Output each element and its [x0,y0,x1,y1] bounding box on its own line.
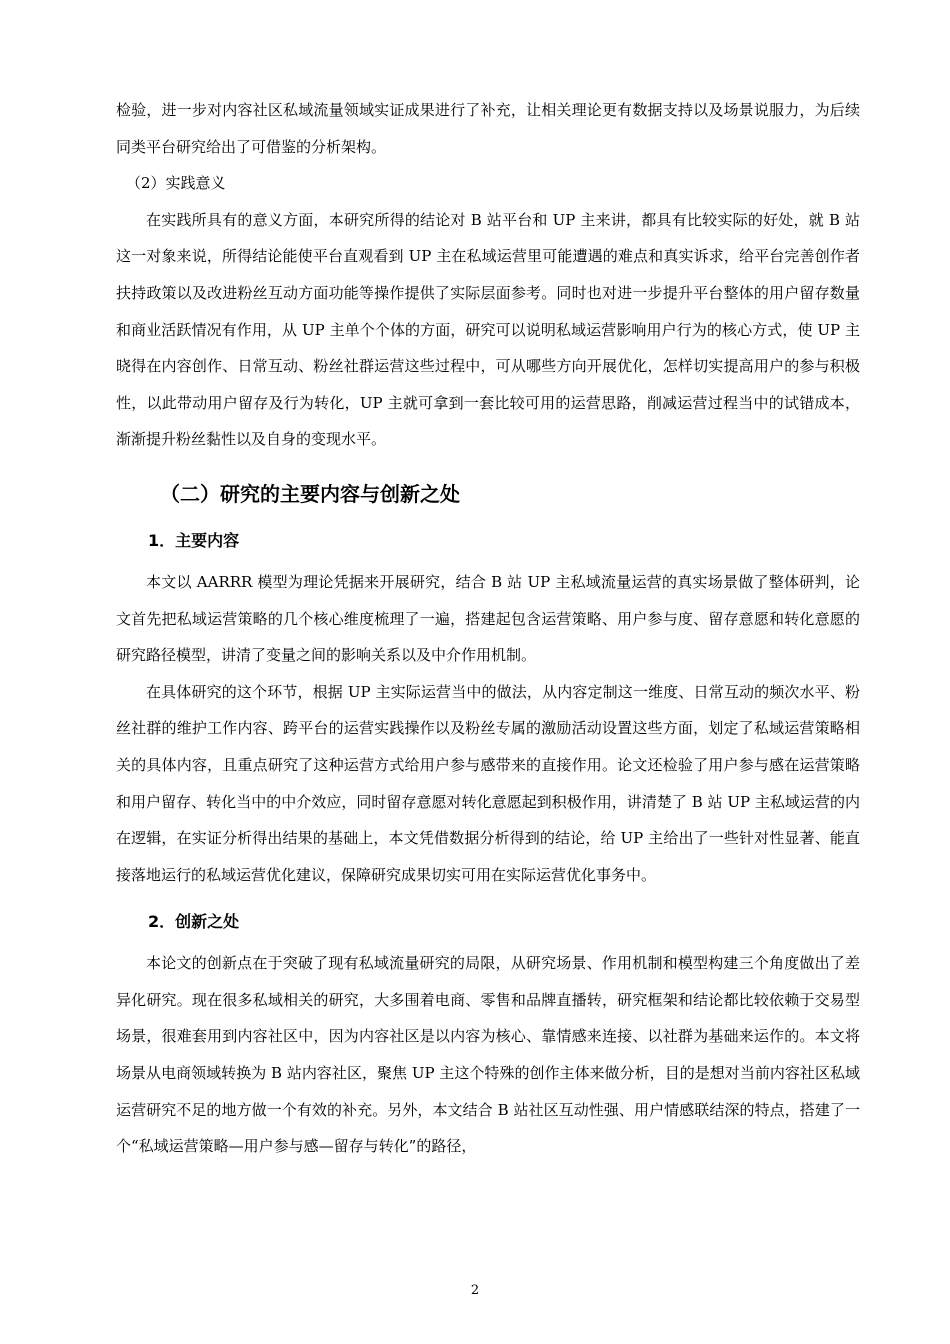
heading-main-content: 1．主要内容 [148,530,240,550]
sub-heading-practical-significance: （2）实践意义 [126,174,226,193]
page-number: 2 [470,1283,480,1298]
section-title: （二）研究的主要内容与创新之处 [160,481,460,506]
paragraph-continued: 检验，进一步对内容社区私域流量领域实证成果进行了补充，让相关理论更有数据支持以及场景说服力，为后续同类平台研究给出了可借鉴的分析架构。 [116,101,860,156]
heading-innovation: 2．创新之处 [148,912,240,932]
paragraph-practical-significance: 在实践所具有的意义方面，本研究所得的结论对 B 站平台和 UP 主来讲，都具有比较实际的好处，就 B 站这一对象来说，所得结论能使平台直观看到 UP 主在私域运营里可能遭遇的难点和真实诉求，给平台完善创作者扶持政策以及改进粉丝互动方面功能等操作提供了实际层面参考。同时也对进一步提升平台整体的用户留存数量和商业活跃情况有作用，从 UP 主单个个体的方面，研究可以说明私域运营影响用户行为的核心方式，使 UP 主晓得在内容创作、日常互动、粉丝社群运营这些过程中，可从哪些方向开展优化，怎样切实提高用户的参与积极性，以此带动用户留存及行为转化，UP 主就可拿到一套比较可用的运营思路，削减运营过程当中的试错成本，渐渐提升粉丝黏性以及自身的变现水平。 [116,210,860,449]
paragraph-main-content-2: 在具体研究的这个环节，根据 UP 主实际运营当中的做法，从内容定制这一维度、日常互动的频次水平、粉丝社群的维护工作内容、跨平台的运营实践操作以及粉丝专属的激励活动设置这些方面，划定了私域运营策略相关的具体内容，且重点研究了这种运营方式给用户参与感带来的直接作用。论文还检验了用户参与感在运营策略和用户留存、转化当中的中介效应，同时留存意愿对转化意愿起到积极作用，讲清楚了 B 站 UP 主私域运营的内在逻辑，在实证分析得出结果的基础上，本文凭借数据分析得到的结论，给 UP 主给出了一些针对性显著、能直接落地运行的私域运营优化建议，保障研究成果切实可用在实际运营优化事务中。 [116,682,860,884]
paragraph-main-content-1: 本文以 AARRR 模型为理论凭据来开展研究，结合 B 站 UP 主私域流量运营的真实场景做了整体研判，论文首先把私域运营策略的几个核心维度梳理了一遍，搭建起包含运营策略、用户参与度、留存意愿和转化意愿的研究路径模型，讲清了变量之间的影响关系以及中介作用机制。 [116,572,860,665]
paragraph-innovation: 本论文的创新点在于突破了现有私域流量研究的局限，从研究场景、作用机制和模型构建三个角度做出了差异化研究。现在很多私域相关的研究，大多围着电商、零售和品牌直播转，研究框架和结论都比较依赖于交易型场景，很难套用到内容社区中，因为内容社区是以内容为核心、靠情感来连接、以社群为基础来运作的。本文将场景从电商领域转换为 B 站内容社区，聚焦 UP 主这个特殊的创作主体来做分析，目的是想对当前内容社区私域运营研究不足的地方做一个有效的补充。另外，本文结合 B 站社区互动性强、用户情感联结深的特点，搭建了一个“私域运营策略—用户参与感—留存与转化”的路径， [116,954,860,1156]
page-body [116,92,860,1165]
